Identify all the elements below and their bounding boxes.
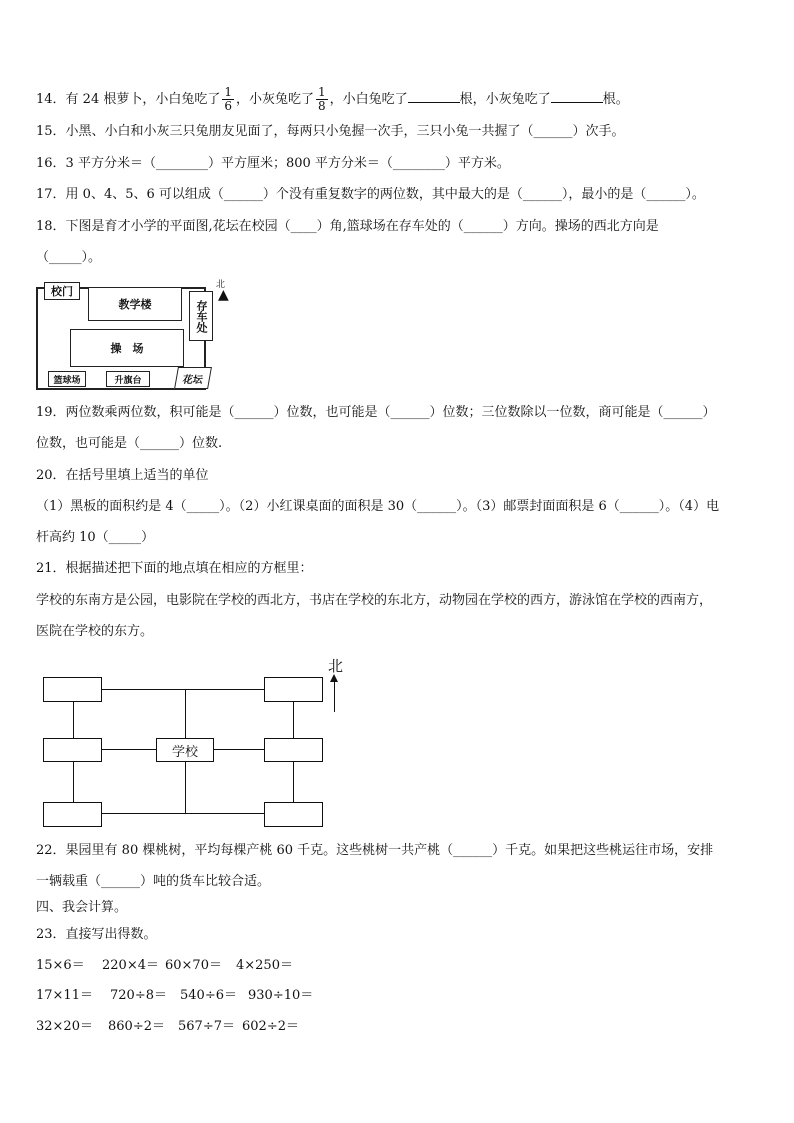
north-arrow-icon: ▲	[218, 287, 229, 303]
map-line	[293, 702, 294, 738]
map-box-northwest[interactable]	[43, 677, 102, 702]
answer-blank[interactable]	[408, 88, 460, 103]
question-20-line2: 杆高约 10（_____）	[36, 530, 155, 545]
calc-item: 540÷6＝	[180, 988, 237, 1003]
map-box-west[interactable]	[43, 738, 102, 762]
calc-item: 930÷10＝	[248, 988, 314, 1003]
question-20-title: 20．在括号里填上适当的单位	[36, 468, 209, 483]
question-19-line2: 位数，也可能是（______）位数.	[36, 436, 223, 451]
calc-item: 32×20＝	[36, 1019, 93, 1034]
map-line	[102, 689, 264, 690]
calc-item: 567÷7＝	[178, 1019, 235, 1034]
section-heading: 四、我会计算。	[36, 900, 128, 915]
fraction-one-sixth: $\frac{1}{6}$	[224, 85, 232, 113]
plan-north-label: 北	[216, 280, 226, 290]
question-21-line2: 医院在学校的东方。	[36, 624, 154, 639]
calc-item: 60×70＝	[165, 958, 222, 973]
plan-flag-platform: 升旗台	[106, 371, 150, 387]
calc-item: 4×250＝	[236, 958, 293, 973]
calc-item: 720÷8＝	[110, 988, 167, 1003]
plan-teaching-building: 教学楼	[88, 287, 182, 321]
question-22-line2: 一辆载重（______）吨的货车比较合适。	[36, 874, 271, 889]
fraction-one-eighth: $\frac{1}{8}$	[318, 85, 326, 113]
plan-gate: 校门	[44, 282, 80, 300]
map-box-southeast[interactable]	[264, 802, 323, 827]
calc-item: 15×6＝	[36, 958, 85, 973]
map-line	[214, 749, 264, 750]
question-17: 17．用 0、4、5、6 可以组成（______）个没有重复数字的两位数，其中最大的是（______），最小的是（______）。	[36, 187, 705, 202]
map-box-northeast[interactable]	[264, 677, 323, 702]
map-box-southwest[interactable]	[43, 802, 102, 827]
map-box-school: 学校	[156, 738, 214, 762]
calc-item: 602÷2＝	[242, 1019, 299, 1034]
plan-parking: 存车处	[189, 291, 213, 341]
map-line	[102, 749, 156, 750]
school-plan-figure	[36, 279, 236, 392]
question-21-line1: 学校的东南方是公园，电影院在学校的西北方，书店在学校的东北方，动物园在学校的西方，游泳馆在学校的西南方，	[36, 593, 713, 608]
question-21-title: 21．根据描述把下面的地点填在相应的方框里：	[36, 561, 313, 576]
answer-blank[interactable]	[551, 88, 603, 103]
plan-playground: 操 场	[70, 329, 184, 367]
map-line	[102, 813, 264, 814]
question-18-line2: （_____）。	[36, 250, 102, 265]
calc-item: 860÷2＝	[108, 1019, 165, 1034]
calc-item: 17×11＝	[36, 988, 93, 1003]
map-line	[73, 702, 74, 738]
map-line	[293, 762, 294, 802]
map-line	[185, 762, 186, 814]
plan-flower-bed: 花坛	[174, 367, 212, 389]
question-14: 14．有 24 根萝卜，小白兔吃了 $\frac{1}{6}$ ，小灰兔吃了 $\frac{1}{8}$ ，小白兔吃了 根，小灰兔吃了 根。	[36, 85, 629, 113]
question-16: 16．3 平方分米＝（________）平方厘米；800 平方分米＝（________）平方米。	[36, 156, 510, 171]
question-15: 15．小黑、小白和小灰三只兔朋友见面了，每两只小兔握一次手，三只小兔一共握了（______）次手。	[36, 124, 625, 139]
plan-basketball: 篮球场	[48, 371, 86, 387]
map-box-east[interactable]	[264, 738, 323, 762]
map-line	[185, 689, 186, 738]
map-line	[73, 762, 74, 802]
arrow-head-icon	[330, 674, 338, 682]
question-23-title: 23．直接写出得数。	[36, 927, 157, 942]
calc-item: 220×4＝	[102, 958, 159, 973]
question-20-line1: （1）黑板的面积约是 4（_____）。（2）小红课桌面的面积是 30（______）。（3）邮票封面面积是 6（______）。（4）电	[36, 499, 720, 514]
question-22-line1: 22．果园里有 80 棵桃树，平均每棵产桃 60 千克。这些桃树一共产桃（______）千克。如果把这些桃运往市场，安排	[36, 843, 714, 858]
question-19-line1: 19．两位数乘两位数，积可能是（______）位数，也可能是（______）位数；三位数除以一位数，商可能是（______）	[36, 405, 716, 420]
question-18-line1: 18．下图是育才小学的平面图,花坛在校园（____）角,篮球场在存车处的（______）方向。操场的西北方向是	[36, 219, 659, 234]
map-north-label: 北	[328, 657, 344, 675]
